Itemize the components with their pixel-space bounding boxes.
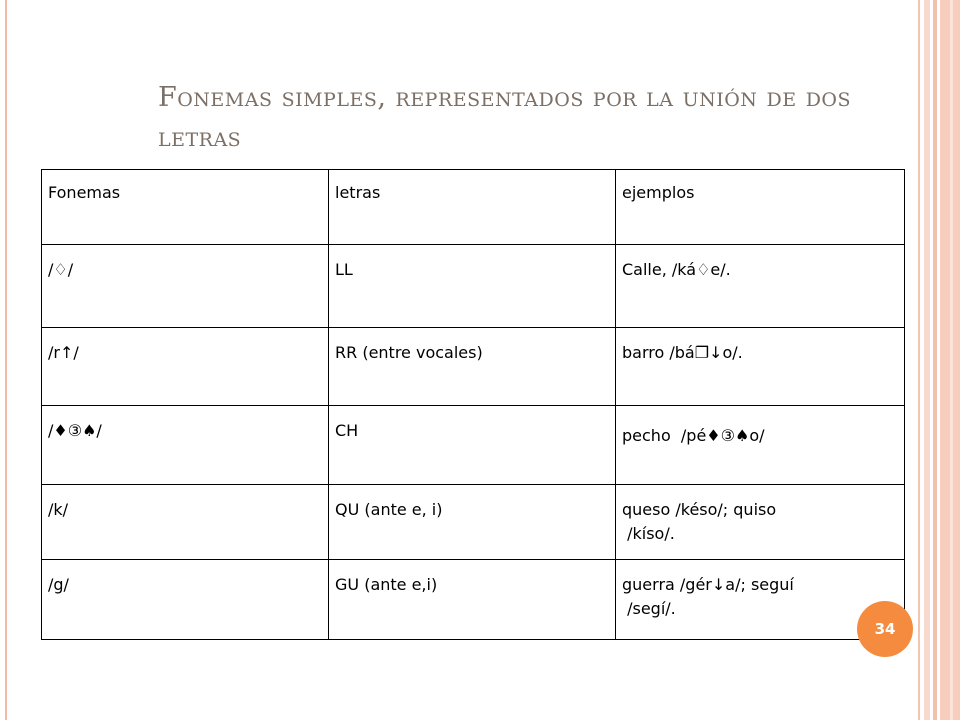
ejemplo-cell: queso /késo/; quiso /kíso/. bbox=[616, 485, 905, 560]
header-cell-ejemplos: ejemplos bbox=[616, 170, 905, 245]
table-row bbox=[42, 328, 905, 406]
ejemplo-cell: barro /bá❐↓o/. bbox=[616, 328, 905, 406]
table-row bbox=[42, 245, 905, 328]
fonema-cell: /♦③♠/ bbox=[42, 406, 329, 485]
decor-stripe bbox=[924, 0, 930, 720]
header-cell-fonemas: Fonemas bbox=[42, 170, 329, 245]
table-header-row bbox=[42, 170, 905, 245]
ejemplo-text: pecho /pé♦③♠o/ bbox=[622, 426, 765, 445]
slide-title: Fonemas simples, representados por la unión de dos letras bbox=[158, 82, 852, 153]
ejemplo-cell: guerra /gér↓a/; seguí /segí/. bbox=[616, 560, 905, 640]
fonema-cell: /♢/ bbox=[42, 245, 329, 328]
left-border-line bbox=[5, 0, 7, 720]
letras-cell: GU (ante e,i) bbox=[329, 560, 616, 640]
ejemplo-cell bbox=[616, 406, 905, 485]
fonema-cell: /g/ bbox=[42, 560, 329, 640]
table-row bbox=[42, 406, 905, 485]
phoneme-table bbox=[41, 169, 905, 640]
decor-stripe bbox=[933, 0, 937, 720]
letras-cell: CH bbox=[329, 406, 616, 485]
decor-stripe bbox=[918, 0, 920, 720]
header-cell-letras: letras bbox=[329, 170, 616, 245]
fonema-cell: /r↑/ bbox=[42, 328, 329, 406]
letras-cell: RR (entre vocales) bbox=[329, 328, 616, 406]
decor-stripe bbox=[950, 0, 953, 720]
letras-cell: QU (ante e, i) bbox=[329, 485, 616, 560]
fonema-cell: /k/ bbox=[42, 485, 329, 560]
table-row bbox=[42, 485, 905, 560]
table-row bbox=[42, 560, 905, 640]
page-number-badge: 34 bbox=[857, 601, 913, 657]
letras-cell: LL bbox=[329, 245, 616, 328]
ejemplo-cell: Calle, /ká♢e/. bbox=[616, 245, 905, 328]
